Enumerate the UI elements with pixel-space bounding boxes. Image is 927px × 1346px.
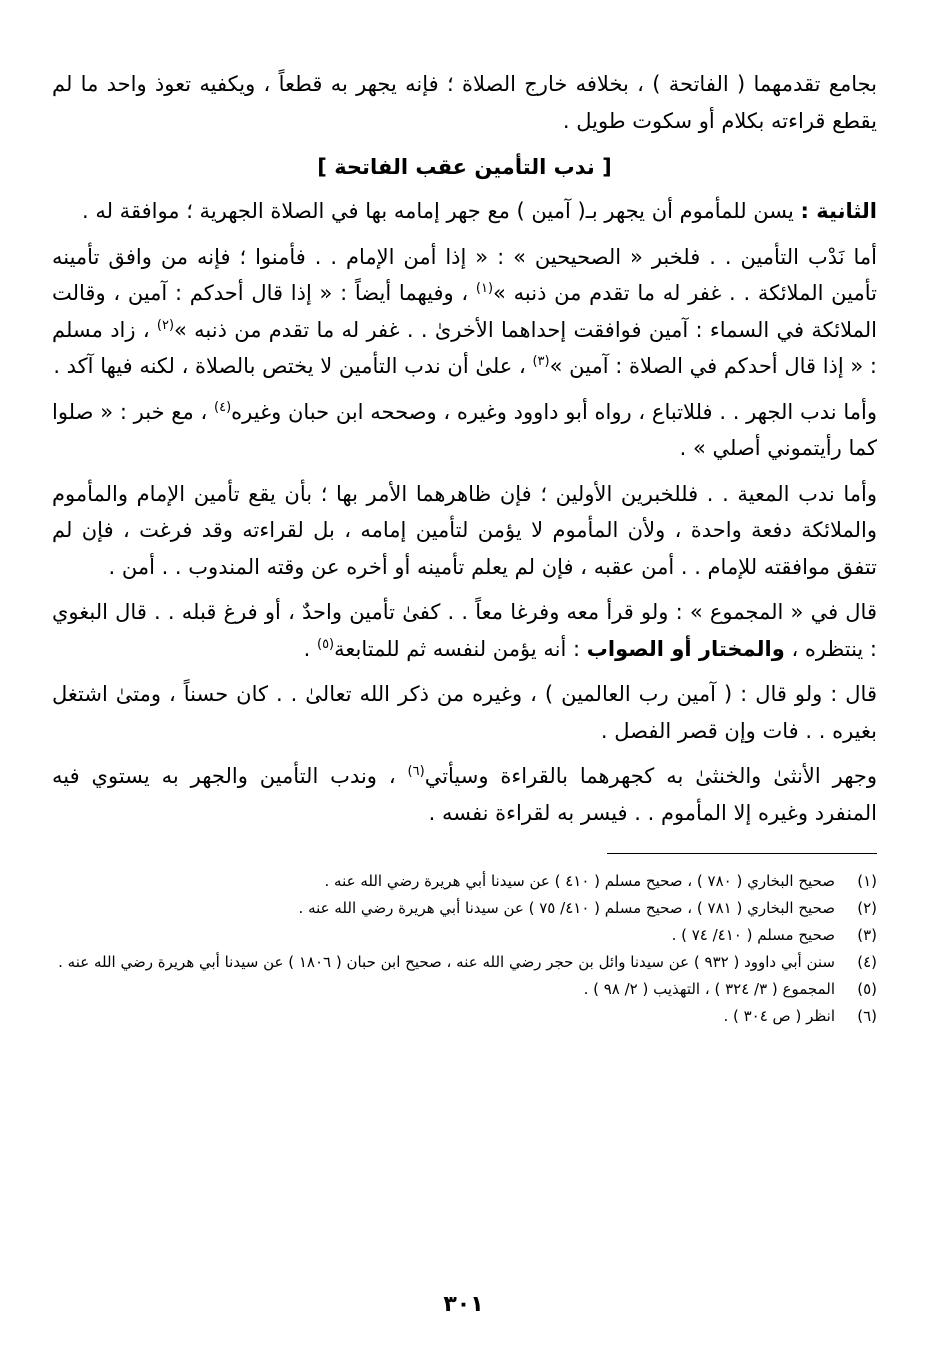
paragraph-text: بجامع تقدمهما ( الفاتحة ) ، بخلافه خارج الصلاة ؛ فإنه يجهر به قطعاً ، ويكفيه تعوذ واحد ما لم يقطع قراءته بكلام أو سكوت طويل .: [52, 72, 877, 133]
paragraph-maiyya-evidence: [52, 476, 877, 586]
paragraph-text: : أنه يؤمن لنفسه ثم للمتابعة: [334, 636, 587, 661]
paragraph-majmu-quote: [52, 594, 877, 667]
paragraph-text: قال في « المجموع » : ولو قرأ معه وفرغا معاً . . كفىٰ تأمين واحدٌ ، أو فرغ قبله . . قال البغوي : ينتظره ،: [52, 600, 877, 661]
paragraph-text: أما نَدْب التأمين . . فلخبر « الصحيحين » : « إذا أمن الإمام . . فأمنوا ؛ فإنه من وافق تأمينه تأمين الملائكة . . غفر له ما تقدم من ذنبه »: [52, 244, 878, 305]
paragraph-text: ، زاد مسلم : « إذا قال أحدكم في الصلاة : آمين »: [52, 317, 877, 378]
paragraph-amin-rabb: [52, 676, 877, 749]
footnote-item: [52, 922, 877, 949]
page-number: ٣٠١: [443, 1292, 484, 1317]
paragraph-female-jahr: [52, 758, 877, 831]
footnote-number: (٤): [857, 953, 877, 971]
paragraph-text: قال : ولو قال : ( آمين رب العالمين ) ، وغيره من ذكر الله تعالىٰ . . كان حسناً ، ومتىٰ اشتغل بغيره . . فات وإن قصر الفصل .: [52, 682, 877, 743]
footnote-divider: [607, 853, 877, 854]
footnote-text: سنن أبي داوود ( ٩٣٢ ) عن سيدنا وائل بن حجر رضي الله عنه ، صحيح ابن حبان ( ١٨٠٦ ) عن سيدنا أبي هريرة رضي الله عنه .: [58, 953, 835, 971]
footnote-ref-6[interactable]: (٦): [407, 764, 425, 779]
footnote-text: صحيح مسلم ( ٤١٠/ ٧٤ ) .: [671, 926, 835, 944]
footnote-ref-2[interactable]: (٢): [156, 317, 175, 333]
section-heading: [ ندب التأمين عقب الفاتحة ]: [317, 155, 612, 179]
footnote-ref-3[interactable]: (٣): [532, 354, 550, 369]
paragraph-jahr-evidence: [52, 394, 877, 467]
footnote-item: [52, 949, 877, 976]
footnote-text: انظر ( ص ٣٠٤ ) .: [723, 1007, 835, 1025]
paragraph-text: وأما ندب المعية . . فللخبرين الأولين ؛ فإن ظاهرهما الأمر بها ؛ بأن يقع تأمين الإمام والمأموم والملائكة دفعة واحدة ، ولأن المأموم لا يؤمن لتأمين إمامه ، بل لقراءته وقد فرغت ، فإن لم تتفق موافقته للإمام . . أمن عقبه ، فإن لم يعلم تأمينه أو أخره عن وقته المندوب . . أمن .: [52, 481, 877, 579]
footnote-ref-5[interactable]: (٥): [316, 636, 335, 652]
footnotes-list: [52, 868, 877, 1030]
paragraph-text: .: [303, 636, 317, 661]
footnote-number: (٣): [857, 926, 877, 944]
footnote-number: (٥): [857, 980, 877, 998]
paragraph-tamin-evidence: [52, 239, 877, 385]
footnote-number: (٦): [857, 1007, 877, 1025]
paragraph-text: يسن للمأموم أن يجهر بـ( آمين ) مع جهر إمامه بها في الصلاة الجهرية ؛ موافقة له .: [82, 199, 801, 223]
footnote-item: [52, 868, 877, 895]
footnote-text: صحيح البخاري ( ٧٨٠ ) ، صحيح مسلم ( ٤١٠ ) عن سيدنا أبي هريرة رضي الله عنه .: [324, 872, 835, 890]
footnote-number: (١): [857, 872, 877, 890]
paragraph-text: ، علىٰ أن ندب التأمين لا يختص بالصلاة ، لكنه فيها آكد .: [53, 354, 533, 378]
paragraph-text: وأما ندب الجهر . . فللاتباع ، رواه أبو داوود وغيره ، وصححه ابن حبان وغيره: [231, 399, 877, 424]
paragraph-text: ، وفيهما أيضاً : « إذا قال أحدكم : آمين ، وقالت الملائكة في السماء : آمين فوافقت إحداهما الأخرىٰ . . غفر له ما تقدم من ذنبه »: [52, 281, 877, 342]
footnote-text: صحيح البخاري ( ٧٨١ ) ، صحيح مسلم ( ٤١٠/ ٧٥ ) عن سيدنا أبي هريرة رضي الله عنه .: [298, 899, 835, 917]
paragraph-second-issue: [52, 193, 877, 230]
paragraph-text: ، مع خبر : « صلوا كما رأيتموني أصلي » .: [52, 399, 877, 460]
footnote-text: المجموع ( ٣/ ٣٢٤ ) ، التهذيب ( ٢/ ٩٨ ) .: [583, 980, 835, 998]
emphasis-text: والمختار أو الصواب: [586, 636, 785, 661]
paragraph-text: وجهر الأنثىٰ والخنثىٰ به كجهرهما بالقراءة وسيأتي: [424, 764, 877, 788]
footnote-number: (٢): [857, 899, 877, 917]
footnote-ref-4[interactable]: (٤): [214, 399, 232, 415]
footnote-item: [52, 976, 877, 1003]
paragraph-continuation: [52, 66, 877, 139]
issue-label: الثانية :: [800, 199, 877, 223]
paragraph-text: ، وندب التأمين والجهر به يستوي فيه المنفرد وغيره إلا المأموم . . فيسر به لقراءة نفسه .: [52, 764, 877, 825]
footnote-item: [52, 1003, 877, 1030]
footnote-ref-1[interactable]: (١): [475, 281, 494, 296]
footnote-item: [52, 895, 877, 922]
